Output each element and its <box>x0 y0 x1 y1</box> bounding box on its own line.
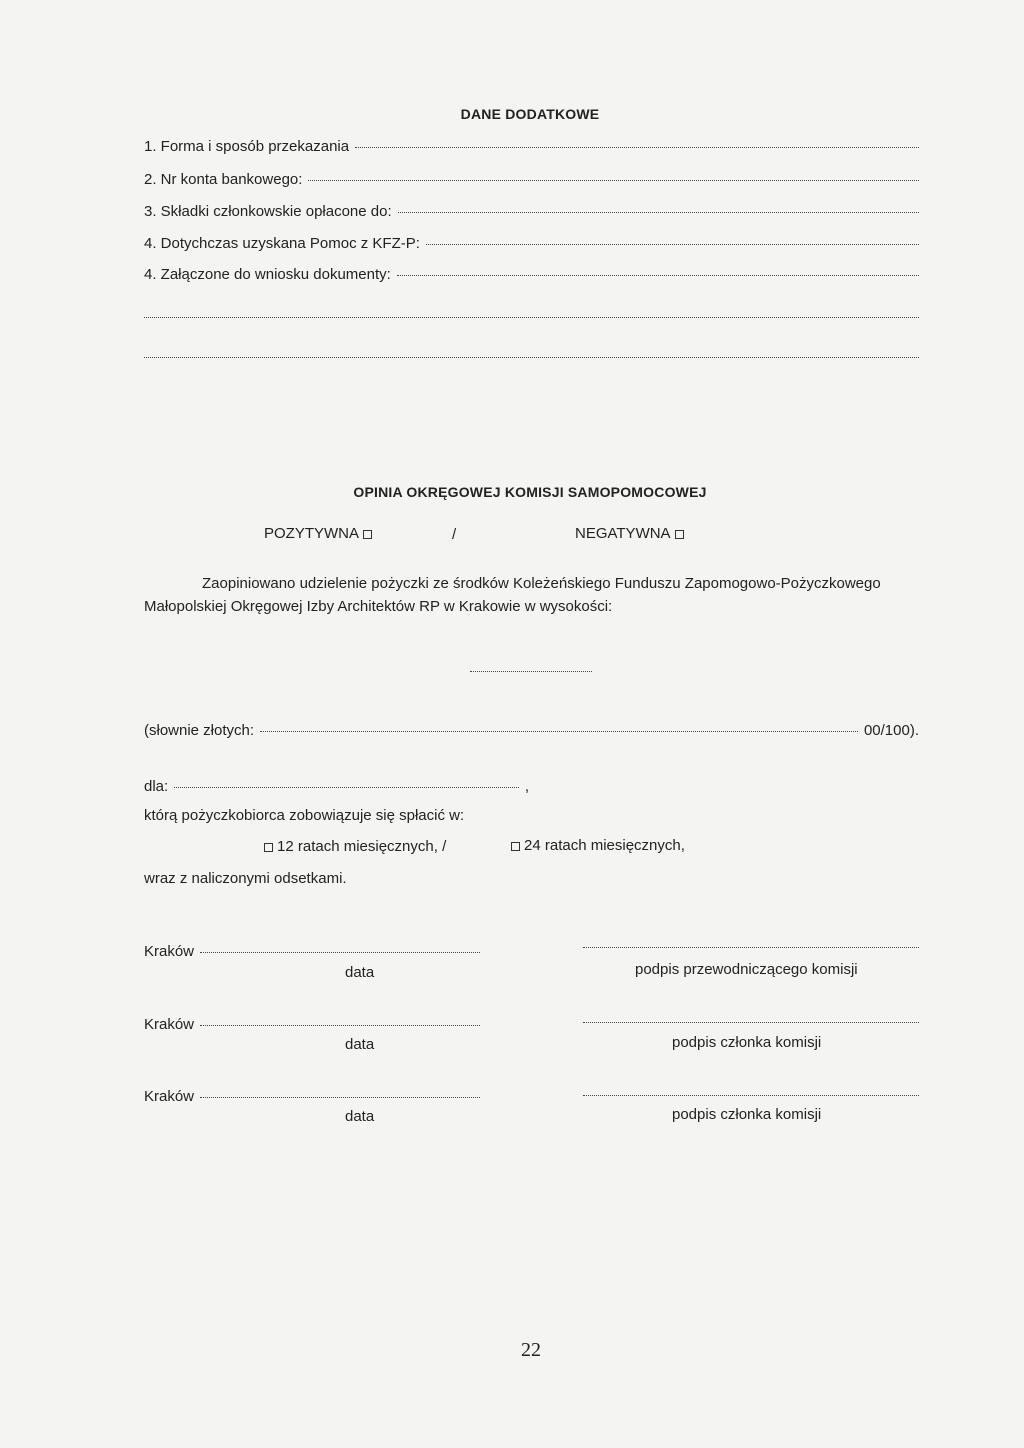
negative-checkbox[interactable] <box>675 530 684 539</box>
interest-text: wraz z naliczonymi odsetkami. <box>144 870 347 887</box>
signature-row-2-date[interactable]: Kraków <box>144 1016 480 1033</box>
option-12-installments[interactable]: 12 ratach miesięcznych, / <box>264 838 446 855</box>
extra-item-attached-documents[interactable]: 4. Załączone do wniosku dokumenty: <box>144 266 919 283</box>
signature-row-3-date[interactable]: Kraków <box>144 1088 480 1105</box>
extra-item-bank-account[interactable]: 2. Nr konta bankowego: <box>144 171 919 188</box>
amount-in-words-field[interactable]: (słownie złotych: 00/100). <box>144 722 919 739</box>
for-field[interactable]: dla: , <box>144 778 529 795</box>
extra-data-heading: DANE DODATKOWE <box>460 106 600 122</box>
positive-checkbox[interactable] <box>363 530 372 539</box>
signature-row-2-date-label: data <box>345 1036 375 1053</box>
option-24-installments[interactable]: 24 ratach miesięcznych, <box>511 837 685 854</box>
repay-text: którą pożyczkobiorca zobowiązuje się spłacić w: <box>144 807 465 824</box>
signature-row-2-sign-label: podpis członka komisji <box>672 1034 822 1051</box>
extra-item-transfer-form[interactable]: 1. Forma i sposób przekazania <box>144 138 919 155</box>
signature-row-3-date-label: data <box>345 1108 375 1125</box>
extra-item-previous-aid[interactable]: 4. Dotychczas uzyskana Pomoc z KFZ-P: <box>144 235 919 252</box>
amount-field[interactable] <box>470 671 592 672</box>
extra-item-membership-fees[interactable]: 3. Składki członkowskie opłacone do: <box>144 203 919 220</box>
signature-row-2-sign-line[interactable] <box>583 1022 919 1023</box>
option-24-checkbox[interactable] <box>511 842 520 851</box>
documents-blank-line-2[interactable] <box>144 357 919 358</box>
signature-row-1-date[interactable]: Kraków <box>144 943 480 960</box>
signature-row-3-sign-line[interactable] <box>583 1095 919 1096</box>
positive-option[interactable]: POZYTYWNA <box>264 525 376 542</box>
signature-row-1-sign-label: podpis przewodniczącego komisji <box>635 961 858 978</box>
opinion-slash: / <box>452 526 457 543</box>
opinion-heading: OPINIA OKRĘGOWEJ KOMISJI SAMOPOMOCOWEJ <box>353 484 707 500</box>
signature-row-3-sign-label: podpis członka komisji <box>672 1106 822 1123</box>
signature-row-1-date-label: data <box>345 964 375 981</box>
negative-option[interactable]: NEGATYWNA <box>575 525 688 542</box>
opinion-paragraph-line2: Małopolskiej Okręgowej Izby Architektów RP w Krakowie w wysokości: <box>144 598 613 615</box>
signature-row-1-sign-line[interactable] <box>583 947 919 948</box>
option-12-checkbox[interactable] <box>264 843 273 852</box>
documents-blank-line-1[interactable] <box>144 317 919 318</box>
opinion-paragraph-line1: Zaopiniowano udzielenie pożyczki ze środków Koleżeńskiego Funduszu Zapomogowo-Pożyczkowego <box>202 575 881 592</box>
page-number: 22 <box>521 1339 541 1361</box>
